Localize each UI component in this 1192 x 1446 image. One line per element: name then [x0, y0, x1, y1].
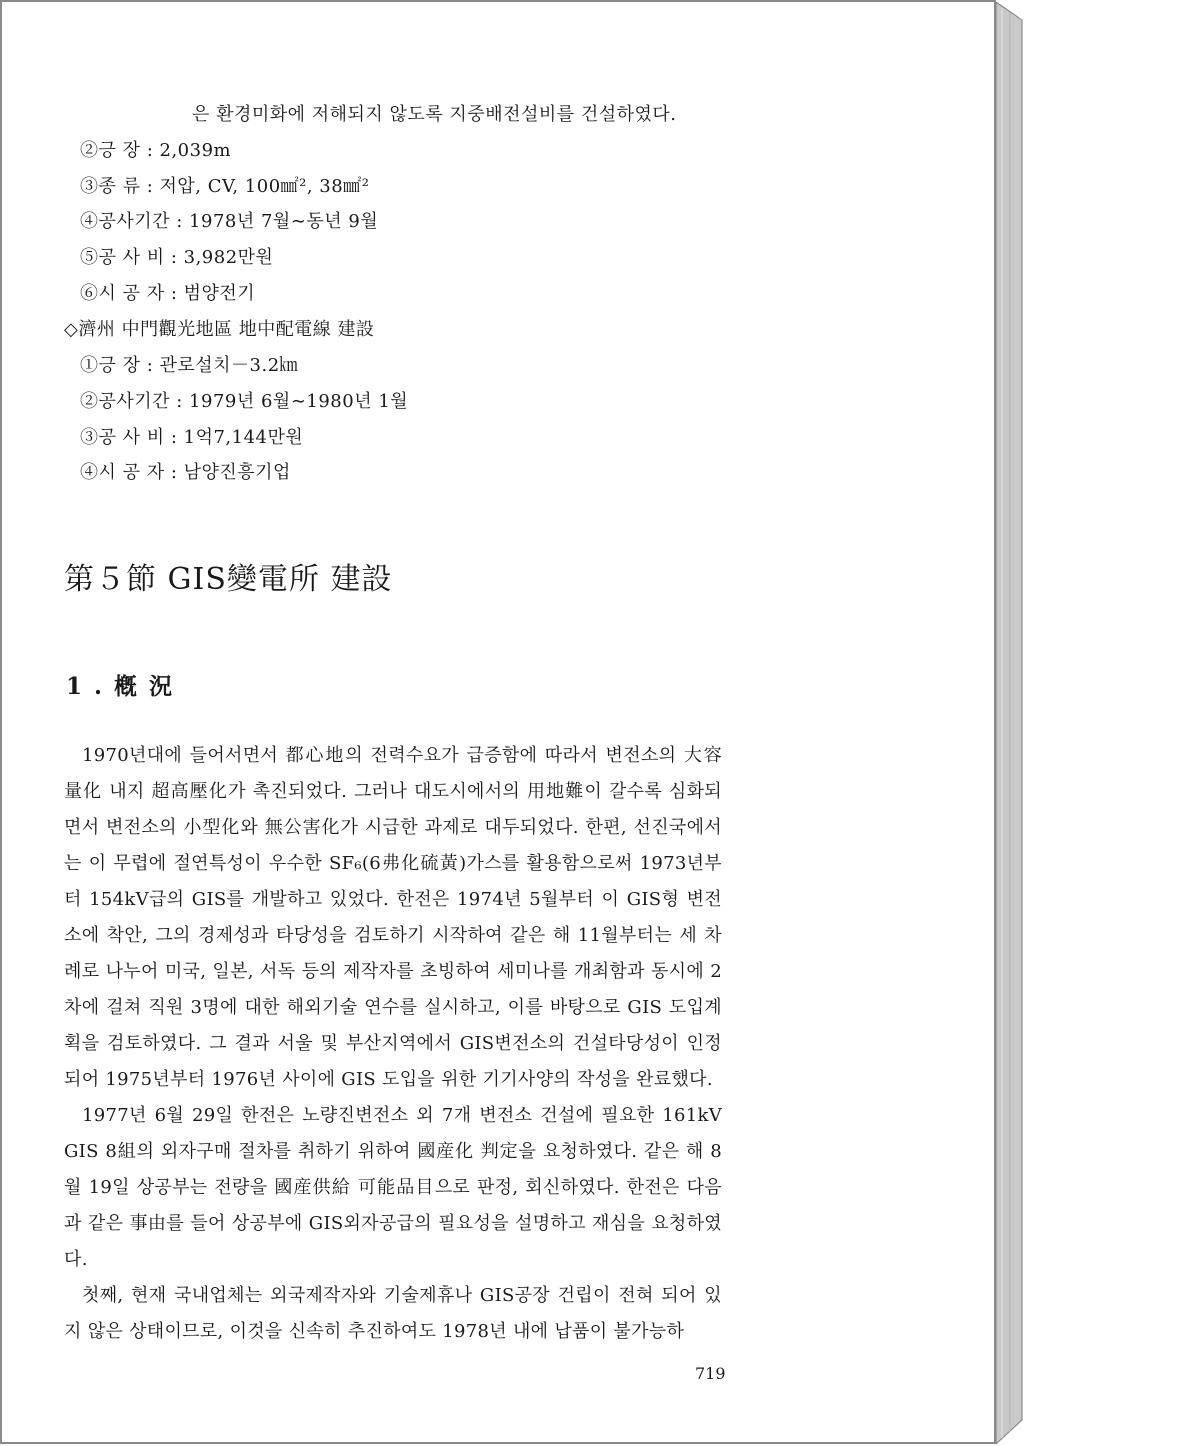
spec-type: ③종 류 : 저압, CV, 100㎟², 38㎟² — [80, 176, 370, 197]
spec-period: ④공사기간 : 1978년 7월∼동년 9월 — [80, 211, 379, 232]
paragraph-1: 1970년대에 들어서면서 都心地의 전력수요가 급증함에 따라서 변전소의 大容量化 내지 超高壓化가 촉진되었다. 그러나 대도시에서의 用地難이 갈수록 심화되면서 변전소의 小型化와 無公害化가 시급한 과제로 대두되었다. 한편, 선진국에서는 이 무렵에 절연특성이 우수한 SF₆(6弗化硫黃)가스를 활용함으로써 1973년부터 154kV급의 GIS를 개발하고 있었다. 한전은 1974년 5월부터 이 GIS형 변전소에 착안, 그의 경제성과 타당성을 검토하기 시작하여 같은 해 11월부터는 세 차례로 나누어 미국, 일본, 서독 등의 제작자를 초빙하여 세미나를 개최함과 동시에 2차에 걸쳐 직원 3명에 대한 해외기술 연수를 실시하고, 이를 바탕으로 GIS 도입계획을 검토하였다. 그 결과 서울 및 부산지역에서 GIS변전소의 건설타당성이 인정되어 1975년부터 1976년 사이에 GIS 도입을 위한 기기사양의 작성을 완료했다. — [64, 745, 722, 1090]
project-length: ①긍 장 : 관로설치－3.2㎞ — [80, 355, 299, 376]
page-number: 719 — [695, 1364, 726, 1383]
section-title: 第５節 GIS變電所 建設 — [64, 562, 393, 597]
paragraph-3: 첫째, 현재 국내업체는 외국제작자와 기술제휴나 GIS공장 건립이 전혀 되어 있지 않은 상태이므로, 이것을 신속히 추진하여도 1978년 내에 납품이 불가능하 — [64, 1285, 722, 1342]
body-text — [64, 738, 722, 1350]
paragraph-2: 1977년 6월 29일 한전은 노량진변전소 외 7개 변전소 건설에 필요한 161kV GIS 8組의 외자구매 절차를 취하기 위하여 國産化 判定을 요청하였다. 같은 해 8월 19일 상공부는 전량을 國産供給 可能品目으로 판정, 회신하였다. 한전은 다음과 같은 事由를 들어 상공부에 GIS외자공급의 필요성을 설명하고 재심을 요청하였다. — [64, 1105, 722, 1270]
project-heading: ◇濟州 中門觀光地區 地中配電線 建設 — [64, 319, 375, 340]
spec-length: ②긍 장 : 2,039m — [80, 140, 232, 161]
spec-cost: ⑤공 사 비 : 3,982만원 — [80, 247, 274, 268]
subsection-title: 1 . 槪 況 — [66, 673, 175, 700]
project-contractor: ④시 공 자 : 남양진흥기업 — [80, 462, 291, 483]
project-cost: ③공 사 비 : 1억7,144만원 — [80, 427, 304, 448]
intro-continuation: 은 환경미화에 저해되지 않도록 지중배전설비를 건설하였다. — [192, 104, 677, 125]
page-stack-edge-icon — [996, 2, 1036, 1444]
project-period: ②공사기간 : 1979년 6월∼1980년 1월 — [80, 391, 409, 412]
spec-contractor: ⑥시 공 자 : 범양전기 — [80, 283, 256, 304]
